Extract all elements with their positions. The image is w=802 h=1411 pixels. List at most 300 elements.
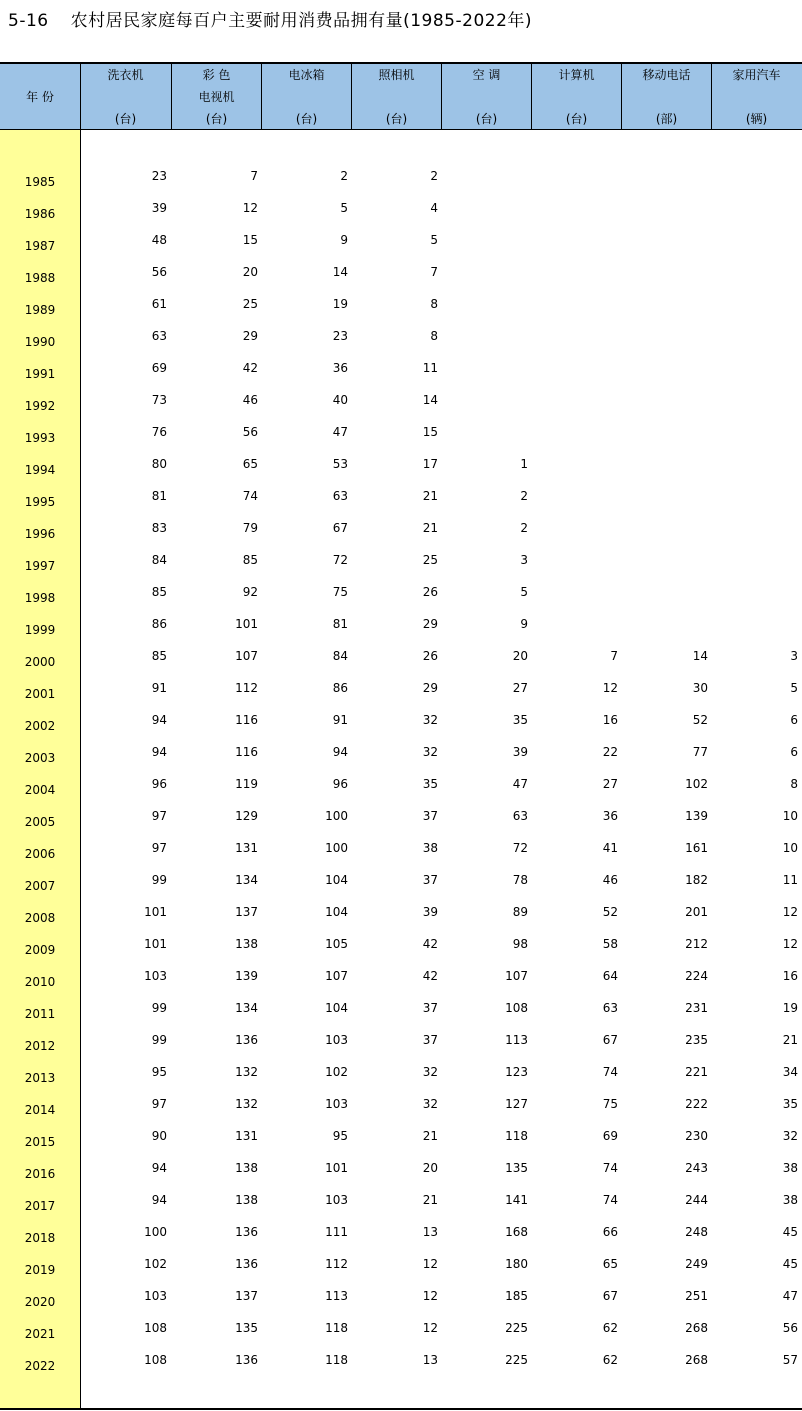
cell-washing-machine: 103 [144,1289,167,1303]
cell-camera: 32 [422,745,438,759]
table-row [0,198,802,230]
cell-computer: 52 [602,905,618,919]
cell-camera: 32 [422,713,438,727]
cell-washing-machine: 101 [144,905,167,919]
year-cell: 2011 [24,1007,56,1021]
column-header-line1: 空 调 [472,68,501,82]
year-header: 年 份 [26,90,54,104]
year-cell: 2012 [24,1039,56,1053]
cell-air-conditioner: 89 [512,905,528,919]
cell-family-car: 19 [782,1001,798,1015]
cell-camera: 26 [422,585,438,599]
cell-washing-machine: 83 [151,521,167,535]
cell-washing-machine: 100 [144,1225,167,1239]
cell-family-car: 6 [790,713,798,727]
column-header-line1: 移动电话 [642,68,691,82]
cell-mobile-phone: 243 [685,1161,708,1175]
cell-camera: 5 [430,233,438,247]
table-row [0,742,802,774]
cell-computer: 58 [602,937,618,951]
cell-refrigerator: 36 [332,361,348,375]
cell-mobile-phone: 30 [692,681,708,695]
table-row [0,678,802,710]
year-cell: 2006 [24,847,56,861]
cell-washing-machine: 84 [151,553,167,567]
cell-refrigerator: 95 [332,1129,348,1143]
cell-computer: 62 [602,1321,618,1335]
column-header-camera [352,64,441,130]
table-row [0,774,802,806]
cell-refrigerator: 2 [340,169,348,183]
table-row [0,1286,802,1318]
cell-camera: 11 [422,361,438,375]
column-header-unit: (台) [114,112,137,126]
table-row [0,294,802,326]
cell-air-conditioner: 180 [505,1257,528,1271]
cell-mobile-phone: 161 [685,841,708,855]
table-row [0,326,802,358]
cell-camera: 7 [430,265,438,279]
cell-color-tv: 74 [242,489,258,503]
cell-refrigerator: 91 [332,713,348,727]
cell-computer: 12 [602,681,618,695]
cell-family-car: 38 [782,1161,798,1175]
cell-color-tv: 29 [242,329,258,343]
cell-family-car: 3 [790,649,798,663]
cell-color-tv: 101 [235,617,258,631]
table-row [0,1254,802,1286]
cell-camera: 13 [422,1353,438,1367]
cell-washing-machine: 99 [151,1033,167,1047]
cell-air-conditioner: 1 [520,457,528,471]
cell-color-tv: 112 [235,681,258,695]
cell-refrigerator: 107 [325,969,348,983]
table-row [0,454,802,486]
cell-refrigerator: 118 [325,1353,348,1367]
cell-computer: 67 [602,1033,618,1047]
cell-color-tv: 137 [235,905,258,919]
cell-washing-machine: 97 [151,1097,167,1111]
column-header-line1: 计算机 [558,68,595,82]
year-cell: 2010 [24,975,56,989]
year-cell: 1985 [24,175,56,189]
cell-computer: 27 [602,777,618,791]
column-header-unit: (辆) [745,112,768,126]
cell-camera: 29 [422,617,438,631]
year-cell: 2002 [24,719,56,733]
year-cell: 2020 [24,1295,56,1309]
cell-refrigerator: 112 [325,1257,348,1271]
column-header-line2 [442,86,531,108]
cell-mobile-phone: 221 [685,1065,708,1079]
cell-refrigerator: 67 [332,521,348,535]
cell-family-car: 21 [782,1033,798,1047]
cell-color-tv: 138 [235,937,258,951]
cell-air-conditioner: 113 [505,1033,528,1047]
cell-air-conditioner: 5 [520,585,528,599]
cell-washing-machine: 39 [151,201,167,215]
cell-refrigerator: 104 [325,905,348,919]
cell-refrigerator: 100 [325,841,348,855]
year-cell: 1987 [24,239,56,253]
cell-camera: 37 [422,873,438,887]
cell-air-conditioner: 78 [512,873,528,887]
cell-color-tv: 136 [235,1033,258,1047]
table-row [0,166,802,198]
cell-air-conditioner: 35 [512,713,528,727]
cell-refrigerator: 111 [325,1225,348,1239]
cell-refrigerator: 23 [332,329,348,343]
year-cell: 1995 [24,495,56,509]
table-row [0,998,802,1030]
cell-color-tv: 92 [242,585,258,599]
cell-refrigerator: 94 [332,745,348,759]
cell-washing-machine: 97 [151,809,167,823]
cell-computer: 74 [602,1065,618,1079]
cell-computer: 63 [602,1001,618,1015]
table-row [0,1062,802,1094]
cell-color-tv: 56 [242,425,258,439]
table-row [0,1094,802,1126]
column-header-line2 [622,86,711,108]
cell-family-car: 10 [782,809,798,823]
cell-mobile-phone: 222 [685,1097,708,1111]
cell-computer: 41 [602,841,618,855]
cell-camera: 32 [422,1097,438,1111]
cell-refrigerator: 105 [325,937,348,951]
cell-mobile-phone: 182 [685,873,708,887]
cell-washing-machine: 80 [151,457,167,471]
column-header-unit: (台) [475,112,498,126]
column-header-line2 [262,86,351,108]
cell-refrigerator: 101 [325,1161,348,1175]
cell-air-conditioner: 9 [520,617,528,631]
cell-mobile-phone: 201 [685,905,708,919]
column-header-air-conditioner [442,64,531,130]
cell-washing-machine: 76 [151,425,167,439]
table-row [0,806,802,838]
year-cell: 1994 [24,463,56,477]
cell-mobile-phone: 268 [685,1353,708,1367]
column-header-line2 [81,86,170,108]
column-header-washing-machine [81,64,170,130]
column-header-unit: (部) [655,112,678,126]
cell-refrigerator: 72 [332,553,348,567]
year-cell: 2022 [24,1359,56,1373]
cell-washing-machine: 94 [151,1193,167,1207]
column-header-computer [532,64,621,130]
cell-camera: 37 [422,1001,438,1015]
cell-color-tv: 134 [235,1001,258,1015]
table-row [0,1158,802,1190]
cell-washing-machine: 94 [151,745,167,759]
cell-family-car: 16 [782,969,798,983]
cell-color-tv: 139 [235,969,258,983]
table-row [0,1030,802,1062]
cell-washing-machine: 95 [151,1065,167,1079]
cell-color-tv: 65 [242,457,258,471]
cell-family-car: 5 [790,681,798,695]
column-header-unit: (台) [205,112,228,126]
column-header-line1: 家用汽车 [732,68,781,82]
cell-color-tv: 79 [242,521,258,535]
cell-refrigerator: 96 [332,777,348,791]
cell-color-tv: 136 [235,1257,258,1271]
cell-camera: 21 [422,489,438,503]
cell-camera: 37 [422,809,438,823]
table-row [0,710,802,742]
cell-refrigerator: 40 [332,393,348,407]
cell-camera: 35 [422,777,438,791]
cell-refrigerator: 102 [325,1065,348,1079]
cell-camera: 21 [422,1193,438,1207]
cell-computer: 64 [602,969,618,983]
cell-color-tv: 132 [235,1097,258,1111]
year-cell: 2016 [24,1167,56,1181]
column-header-refrigerator [262,64,351,130]
cell-family-car: 45 [782,1257,798,1271]
cell-refrigerator: 63 [332,489,348,503]
cell-refrigerator: 84 [332,649,348,663]
table-row [0,902,802,934]
cell-refrigerator: 86 [332,681,348,695]
cell-refrigerator: 104 [325,1001,348,1015]
year-cell: 2003 [24,751,56,765]
cell-washing-machine: 85 [151,649,167,663]
cell-computer: 7 [610,649,618,663]
cell-air-conditioner: 118 [505,1129,528,1143]
year-cell: 1989 [24,303,56,317]
cell-washing-machine: 63 [151,329,167,343]
cell-family-car: 10 [782,841,798,855]
cell-air-conditioner: 127 [505,1097,528,1111]
cell-computer: 36 [602,809,618,823]
year-cell: 1988 [24,271,56,285]
cell-family-car: 47 [782,1289,798,1303]
cell-refrigerator: 5 [340,201,348,215]
cell-color-tv: 135 [235,1321,258,1335]
year-cell: 2021 [24,1327,56,1341]
cell-color-tv: 7 [250,169,258,183]
table-row [0,262,802,294]
year-cell: 2001 [24,687,56,701]
cell-washing-machine: 97 [151,841,167,855]
cell-refrigerator: 103 [325,1193,348,1207]
year-cell: 1999 [24,623,56,637]
cell-camera: 42 [422,937,438,951]
cell-air-conditioner: 72 [512,841,528,855]
cell-washing-machine: 102 [144,1257,167,1271]
cell-mobile-phone: 77 [692,745,708,759]
cell-color-tv: 138 [235,1193,258,1207]
year-cell: 2005 [24,815,56,829]
cell-refrigerator: 19 [332,297,348,311]
year-cell: 1997 [24,559,56,573]
cell-washing-machine: 99 [151,873,167,887]
table-row [0,358,802,390]
column-header-line2: 电视机 [198,90,235,104]
year-cell: 2018 [24,1231,56,1245]
cell-color-tv: 136 [235,1225,258,1239]
year-cell: 2015 [24,1135,56,1149]
cell-refrigerator: 100 [325,809,348,823]
cell-computer: 75 [602,1097,618,1111]
table-row [0,230,802,262]
cell-refrigerator: 75 [332,585,348,599]
cell-washing-machine: 81 [151,489,167,503]
cell-computer: 16 [602,713,618,727]
column-header-family-car [712,64,801,130]
table-row [0,1190,802,1222]
cell-camera: 17 [422,457,438,471]
cell-camera: 8 [430,329,438,343]
column-header-line1: 洗衣机 [107,68,144,82]
cell-air-conditioner: 2 [520,521,528,535]
cell-color-tv: 116 [235,745,258,759]
cell-washing-machine: 101 [144,937,167,951]
table-row [0,966,802,998]
cell-washing-machine: 94 [151,713,167,727]
cell-camera: 39 [422,905,438,919]
column-header-line2 [352,86,441,108]
cell-washing-machine: 96 [151,777,167,791]
year-cell: 1991 [24,367,56,381]
cell-family-car: 12 [782,937,798,951]
cell-refrigerator: 14 [332,265,348,279]
cell-computer: 22 [602,745,618,759]
cell-mobile-phone: 251 [685,1289,708,1303]
bottom-rule [0,1408,802,1410]
cell-camera: 15 [422,425,438,439]
year-cell: 1986 [24,207,56,221]
cell-washing-machine: 48 [151,233,167,247]
cell-air-conditioner: 98 [512,937,528,951]
cell-refrigerator: 47 [332,425,348,439]
cell-air-conditioner: 107 [505,969,528,983]
cell-mobile-phone: 224 [685,969,708,983]
cell-camera: 20 [422,1161,438,1175]
cell-washing-machine: 108 [144,1353,167,1367]
year-cell: 1990 [24,335,56,349]
cell-mobile-phone: 52 [692,713,708,727]
cell-family-car: 35 [782,1097,798,1111]
cell-camera: 32 [422,1065,438,1079]
table-row [0,934,802,966]
year-cell: 1992 [24,399,56,413]
cell-camera: 2 [430,169,438,183]
cell-washing-machine: 86 [151,617,167,631]
cell-color-tv: 15 [242,233,258,247]
cell-camera: 38 [422,841,438,855]
cell-computer: 74 [602,1161,618,1175]
cell-camera: 12 [422,1321,438,1335]
cell-color-tv: 132 [235,1065,258,1079]
table-row [0,838,802,870]
column-header-line1: 彩 色 [202,68,231,82]
cell-family-car: 12 [782,905,798,919]
column-header-unit: (台) [565,112,588,126]
cell-family-car: 8 [790,777,798,791]
cell-family-car: 45 [782,1225,798,1239]
table-row [0,1126,802,1158]
cell-family-car: 57 [782,1353,798,1367]
cell-refrigerator: 103 [325,1097,348,1111]
cell-air-conditioner: 20 [512,649,528,663]
table-row [0,1350,802,1382]
cell-computer: 65 [602,1257,618,1271]
cell-air-conditioner: 135 [505,1161,528,1175]
year-cell: 1993 [24,431,56,445]
cell-refrigerator: 118 [325,1321,348,1335]
table-number: 5-16 [8,11,49,31]
cell-mobile-phone: 230 [685,1129,708,1143]
column-header-line2 [532,86,621,108]
cell-camera: 42 [422,969,438,983]
cell-family-car: 38 [782,1193,798,1207]
cell-camera: 21 [422,1129,438,1143]
year-cell: 2007 [24,879,56,893]
cell-color-tv: 131 [235,1129,258,1143]
cell-refrigerator: 103 [325,1033,348,1047]
column-header-color-tv [172,64,261,130]
cell-air-conditioner: 63 [512,809,528,823]
cell-color-tv: 119 [235,777,258,791]
column-header-unit: (台) [385,112,408,126]
year-cell: 1998 [24,591,56,605]
year-cell: 2000 [24,655,56,669]
cell-air-conditioner: 123 [505,1065,528,1079]
cell-family-car: 56 [782,1321,798,1335]
cell-computer: 66 [602,1225,618,1239]
cell-mobile-phone: 244 [685,1193,708,1207]
cell-mobile-phone: 268 [685,1321,708,1335]
cell-color-tv: 42 [242,361,258,375]
cell-color-tv: 20 [242,265,258,279]
cell-camera: 8 [430,297,438,311]
cell-air-conditioner: 39 [512,745,528,759]
cell-air-conditioner: 225 [505,1353,528,1367]
cell-camera: 21 [422,521,438,535]
cell-color-tv: 134 [235,873,258,887]
year-cell: 2008 [24,911,56,925]
cell-refrigerator: 81 [332,617,348,631]
cell-color-tv: 107 [235,649,258,663]
cell-air-conditioner: 108 [505,1001,528,1015]
year-cell: 2019 [24,1263,56,1277]
cell-washing-machine: 23 [151,169,167,183]
column-header-line1: 照相机 [378,68,415,82]
column-header-mobile-phone [622,64,711,130]
cell-washing-machine: 69 [151,361,167,375]
cell-camera: 12 [422,1257,438,1271]
column-header-line1: 电冰箱 [288,68,325,82]
cell-camera: 29 [422,681,438,695]
table-row [0,422,802,454]
cell-air-conditioner: 3 [520,553,528,567]
table-row [0,646,802,678]
cell-color-tv: 46 [242,393,258,407]
cell-washing-machine: 56 [151,265,167,279]
cell-color-tv: 85 [242,553,258,567]
cell-washing-machine: 103 [144,969,167,983]
year-cell: 2017 [24,1199,56,1213]
cell-computer: 62 [602,1353,618,1367]
table-row [0,550,802,582]
cell-computer: 46 [602,873,618,887]
cell-color-tv: 131 [235,841,258,855]
cell-air-conditioner: 185 [505,1289,528,1303]
table-row [0,486,802,518]
